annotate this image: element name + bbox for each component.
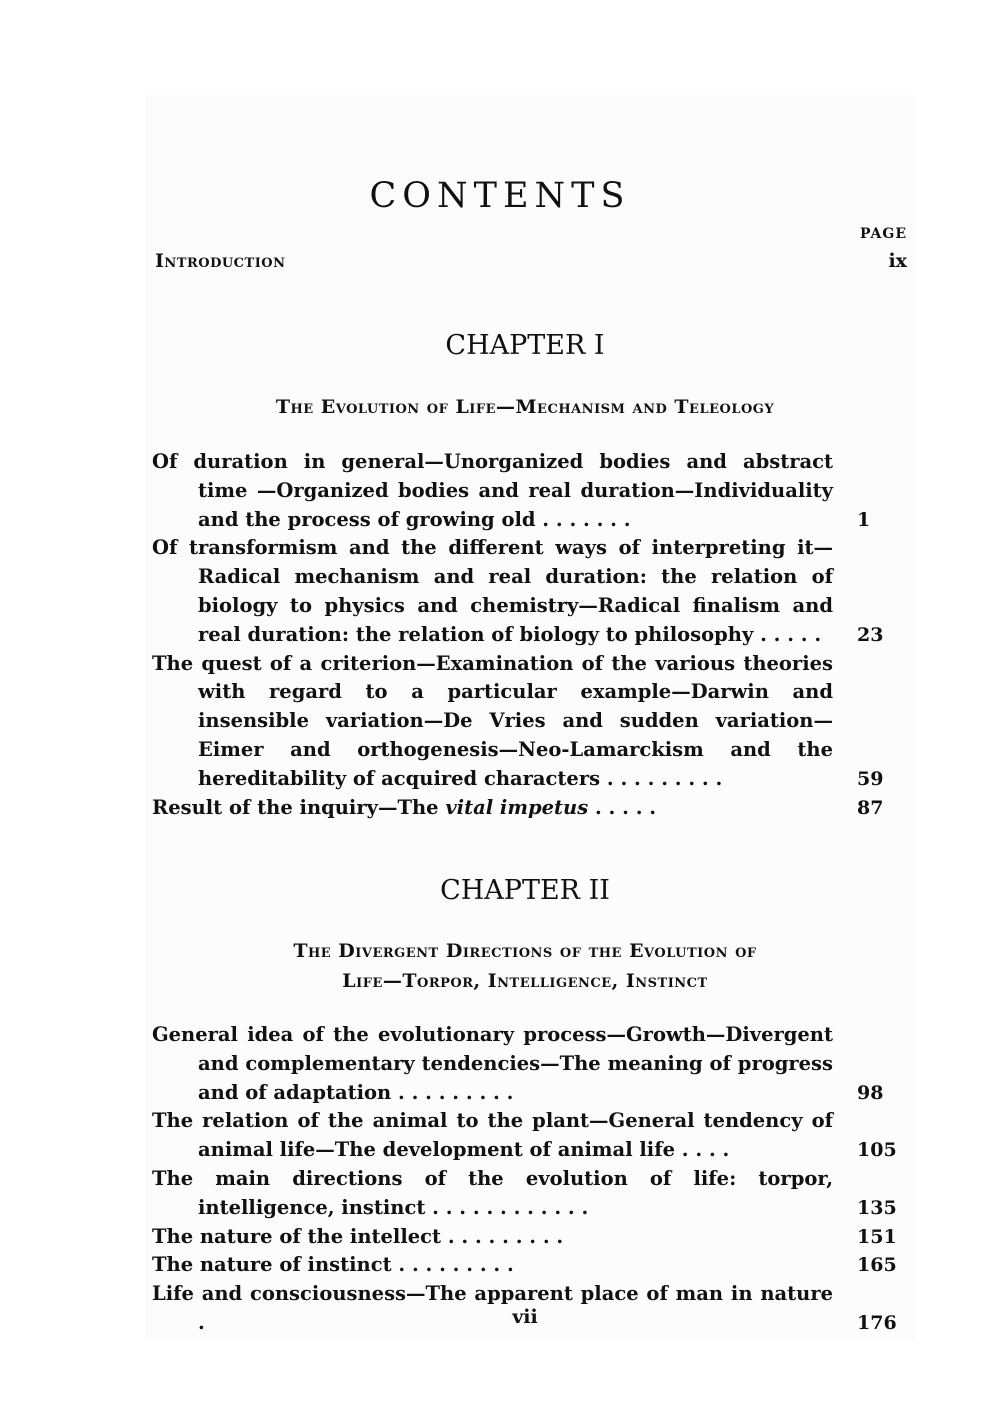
toc-entry-text: Life and consciousness—The apparent place of man in nature xyxy=(152,1282,833,1306)
introduction-label: Introduction xyxy=(155,250,286,272)
page-column-header: PAGE xyxy=(860,226,907,242)
page-title: CONTENTS xyxy=(369,176,631,216)
toc-entry[interactable]: Of duration in general—Unorganized bodies and abstract time —Organized bodies and real duration—Individuality and the process of growing old . . . . . . . 1 xyxy=(152,450,871,531)
chapter-2-heading: CHAPTER II xyxy=(440,875,610,906)
introduction-page: ix xyxy=(888,250,907,272)
chapter-2-subtitle-line: The Divergent Directions of the Evolution of xyxy=(293,940,757,962)
toc-entry-text: The relation of the animal to the plant—General tendency of animal life—The development of animal life xyxy=(152,1109,833,1162)
chapter-2-subtitle-line: Life—Torpor, Intelligence, Instinct xyxy=(342,970,708,992)
page-folio: vii xyxy=(512,1306,538,1328)
chapter-1-subtitle xyxy=(0,392,1000,422)
toc-entry-text: The quest of a criterion—Examination of the various theories with regard to a particular example—Darwin and insensible variation—De Vries and sudden variation—Eimer and orthogenesis—Neo-Lamarckism and the hereditability of acquired characters xyxy=(152,651,833,790)
toc-entry-italic: vital impetus xyxy=(445,795,589,819)
leader-dots: . . . . . xyxy=(760,622,822,646)
toc-entry[interactable]: Result of the inquiry—The vital impetus . . . . . 87 xyxy=(152,795,884,819)
chapter-1-heading: CHAPTER I xyxy=(445,330,605,361)
toc-entry[interactable]: Life and consciousness—The apparent place of man in nature . 176 xyxy=(152,1282,897,1334)
toc-entry-text: The nature of instinct xyxy=(152,1253,392,1277)
introduction-entry[interactable] xyxy=(155,250,907,272)
leader-dots: . . . . . xyxy=(594,795,657,819)
chapter-1-subtitle-line: The Evolution of Life—Mechanism and Teleology xyxy=(275,396,775,418)
toc-entry-text: Result of the inquiry—The xyxy=(152,795,439,819)
leader-dots: . . . . . . . . . xyxy=(398,1080,514,1104)
toc-entry[interactable]: The relation of the animal to the plant—General tendency of animal life—The development of animal life . . . . 105 xyxy=(152,1109,897,1162)
toc-entry[interactable]: Of transformism and the different ways of interpreting it—Radical mechanism and real duration: the relation of biology to physics and chemistry—Radical finalism and real duration: the relation of biology to philosophy . . . . . 23 xyxy=(152,536,884,646)
chapter-1-toc xyxy=(152,448,907,822)
toc-entry[interactable]: The nature of the intellect . . . . . . . . . 151 xyxy=(152,1224,897,1248)
toc-entry[interactable]: General idea of the evolutionary process—Growth—Divergent and complementary tendencies—The meaning of progress and of adaptation . . . . . . . . . 98 xyxy=(152,1023,884,1104)
chapter-2-toc xyxy=(152,1021,907,1338)
toc-entry[interactable]: The quest of a criterion—Examination of the various theories with regard to a particular example—Darwin and insensible variation—De Vries and sudden variation—Eimer and orthogenesis—Neo-Lamarckism and the hereditability of acquired characters . . . . . . . . . 59 xyxy=(152,651,884,790)
leader-dots: . . . . . . . . . xyxy=(447,1224,564,1248)
leader-dots: . . . . . . . xyxy=(542,507,631,531)
leader-dots: . . . . . . . . . xyxy=(606,766,723,790)
toc-entry[interactable]: The main directions of the evolution of life: torpor, intelligence, instinct . . . . . . . . . . . . 135 xyxy=(152,1166,897,1219)
toc-entry-text: The nature of the intellect xyxy=(152,1224,442,1248)
leader-dots: . xyxy=(198,1310,205,1334)
leader-dots: . . . . xyxy=(681,1138,730,1162)
leader-dots: . . . . . . . . . xyxy=(398,1253,514,1277)
toc-entry-text: Of duration in general—Unorganized bodies and abstract time —Organized bodies and real duration—Individuality and the process of growing old xyxy=(152,450,833,531)
chapter-2-subtitle xyxy=(0,936,1000,996)
toc-entry-text: Of transformism and the different ways of interpreting it—Radical mechanism and real duration: the relation of biology to physics and chemistry—Radical finalism and real duration: the relation of biology to philosophy xyxy=(152,536,833,646)
toc-entry-text: General idea of the evolutionary process—Growth—Divergent and complementary tendencies—The meaning of progress and of adaptation xyxy=(152,1023,833,1104)
toc-entry[interactable]: The nature of instinct . . . . . . . . . 165 xyxy=(152,1253,897,1277)
leader-dots: . . . . . . . . . . . . xyxy=(432,1195,589,1219)
toc-entry-text: The main directions of the evolution of life: torpor, intelligence, instinct xyxy=(152,1166,833,1219)
